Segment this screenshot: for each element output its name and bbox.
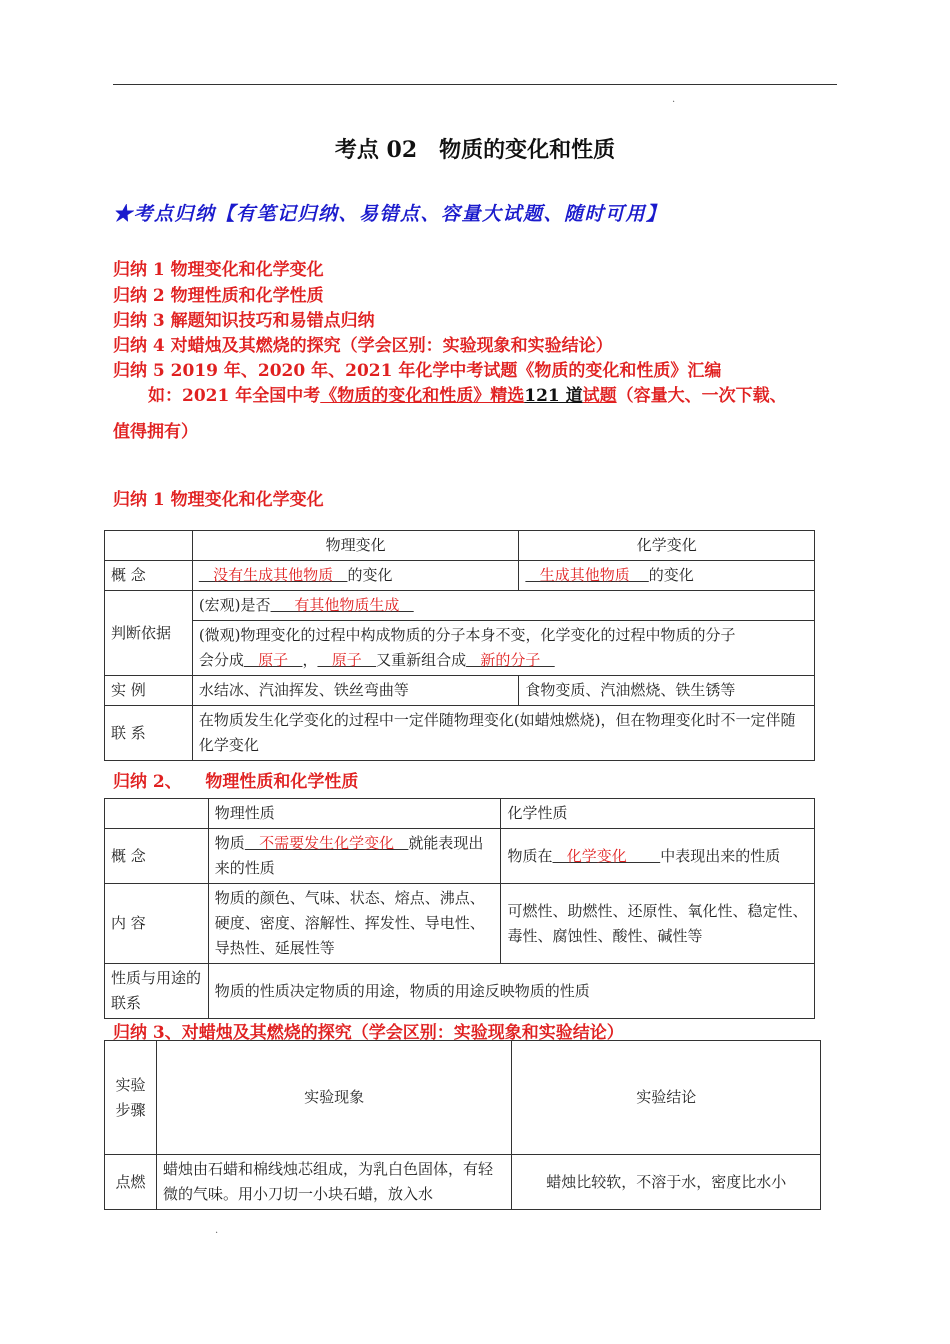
table-physical-chemical-property <box>104 798 815 1019</box>
basis-micro-sep: ， <box>302 651 318 669</box>
fill-chemical-change: 化学变化 <box>552 846 661 865</box>
fill-atom-2: 原子 <box>317 651 377 669</box>
table-candle-experiment <box>104 1040 821 1210</box>
cell-relation: 在物质发生化学变化的过程中一定伴随物理变化(如蜡烛燃烧)，但在物理变化时不一定伴随化学变化 <box>192 706 814 761</box>
concept-physical-prefix: 物质 <box>214 834 245 852</box>
cell-example-physical: 水结冰、汽油挥发、铁丝弯曲等 <box>192 676 519 706</box>
basis-micro-line2 <box>199 648 808 673</box>
promo-count[interactable]: 121 道 <box>524 386 583 406</box>
header-step: 实验步骤 <box>105 1041 157 1155</box>
header-physical-property: 物理性质 <box>208 799 501 829</box>
nav-item-5[interactable]: 归纳 5 2019 年、2020 年、2021 年化学中考试题《物质的变化和性质》汇编 <box>113 361 722 381</box>
paragraph-mark: . <box>215 1225 219 1236</box>
header-physical-change: 物理变化 <box>192 531 519 561</box>
paragraph-mark: . <box>672 94 676 105</box>
concept-chemical-prefix: 物质在 <box>507 846 553 865</box>
cell-phenomenon-ignite: 蜡烛由石蜡和棉线烛芯组成，为乳白色固体，有轻微的气味。用小刀切一小块石蜡，放入水 <box>156 1155 511 1210</box>
fill-no-chemical-change: 不需要发生化学变化 <box>244 834 409 852</box>
cell-conclusion-ignite: 蜡烛比较软，不溶于水，密度比水小 <box>512 1155 821 1210</box>
header-empty <box>105 799 209 829</box>
cell-example-chemical: 食物变质、汽油燃烧、铁生锈等 <box>519 676 815 706</box>
header-empty <box>105 531 193 561</box>
promo-suffix: （容量大、一次下载、 <box>616 386 787 406</box>
row-label-relation: 联 系 <box>105 706 193 761</box>
header-rule <box>113 84 837 85</box>
cell-content-chemical: 可燃性、助燃性、还原性、氧化性、稳定性、毒性、腐蚀性、酸性、碱性等 <box>501 884 815 964</box>
fill-other-substance: 有其他物质生成 <box>270 596 414 614</box>
page-title: 考点 02 物质的变化和性质 <box>334 137 616 163</box>
fill-atom-1: 原子 <box>243 651 303 669</box>
row-label-concept: 概 念 <box>105 829 209 884</box>
fill-new-molecule: 新的分子 <box>466 651 555 669</box>
cell-concept-chemical <box>519 561 815 591</box>
header-chemical-property: 化学性质 <box>501 799 815 829</box>
cell-basis-micro <box>192 621 814 676</box>
cell-concept-physical <box>192 561 519 591</box>
page-subtitle: ★考点归纳【有笔记归纳、易错点、容量大试题、随时可用】 <box>113 203 667 225</box>
fill-no-new-substance: 没有生成其他物质 <box>198 566 348 584</box>
header-chemical-change: 化学变化 <box>519 531 815 561</box>
section2-heading: 归纳 2、 物理性质和化学性质 <box>113 772 359 792</box>
concept-chemical-suffix: 的变化 <box>648 566 694 584</box>
row-label-concept: 概 念 <box>105 561 193 591</box>
section3-heading: 归纳 3、对蜡烛及其燃烧的探究（学会区别：实验现象和实验结论） <box>113 1023 624 1043</box>
cell-concept-physical <box>208 829 501 884</box>
header-conclusion: 实验结论 <box>512 1041 821 1155</box>
fill-new-substance: 生成其他物质 <box>525 566 649 584</box>
section1-heading: 归纳 1 物理变化和化学变化 <box>113 490 324 510</box>
concept-physical-suffix: 的变化 <box>347 566 393 584</box>
row-label-content: 内 容 <box>105 884 209 964</box>
row-label-ignite: 点燃 <box>105 1155 157 1210</box>
row-label-basis: 判断依据 <box>105 591 193 676</box>
concept-chemical-suffix: 中表现出来的性质 <box>660 846 781 865</box>
cell-concept-chemical <box>501 829 815 884</box>
basis-micro-line1: (微观)物理变化的过程中构成物质的分子本身不变，化学变化的过程中物质的分子 <box>198 626 736 644</box>
concept-physical-suffix: 就能表现出来的性质 <box>214 834 484 877</box>
header-phenomenon: 实验现象 <box>156 1041 511 1155</box>
promo-line <box>148 381 787 406</box>
basis-micro-prefix: 会分成 <box>198 651 244 669</box>
basis-micro-mid: 又重新组合成 <box>376 651 467 669</box>
nav-item-2[interactable]: 归纳 2 物理性质和化学性质 <box>113 286 324 306</box>
promo-link-tests[interactable]: 试题 <box>582 386 617 406</box>
nav-item-3[interactable]: 归纳 3 解题知识技巧和易错点归纳 <box>113 311 375 331</box>
table-physical-chemical-change <box>104 530 815 761</box>
promo-line-2: 值得拥有） <box>113 422 198 442</box>
basis-macro-prefix: (宏观)是否 <box>198 596 271 614</box>
promo-link-title[interactable]: 《物质的变化和性质》精选 <box>320 386 525 406</box>
nav-item-1[interactable]: 归纳 1 物理变化和化学变化 <box>113 260 324 280</box>
cell-basis-macro <box>192 591 814 621</box>
promo-prefix: 如：2021 年全国中考 <box>148 386 321 406</box>
cell-content-physical: 物质的颜色、气味、状态、熔点、沸点、硬度、密度、溶解性、挥发性、导电性、导热性、延展性等 <box>208 884 501 964</box>
nav-item-4[interactable]: 归纳 4 对蜡烛及其燃烧的探究（学会区别：实验现象和实验结论） <box>113 336 613 356</box>
row-label-example: 实 例 <box>105 676 193 706</box>
row-label-property-use: 性质与用途的联系 <box>105 964 209 1019</box>
cell-property-use: 物质的性质决定物质的用途，物质的用途反映物质的性质 <box>208 964 814 1019</box>
